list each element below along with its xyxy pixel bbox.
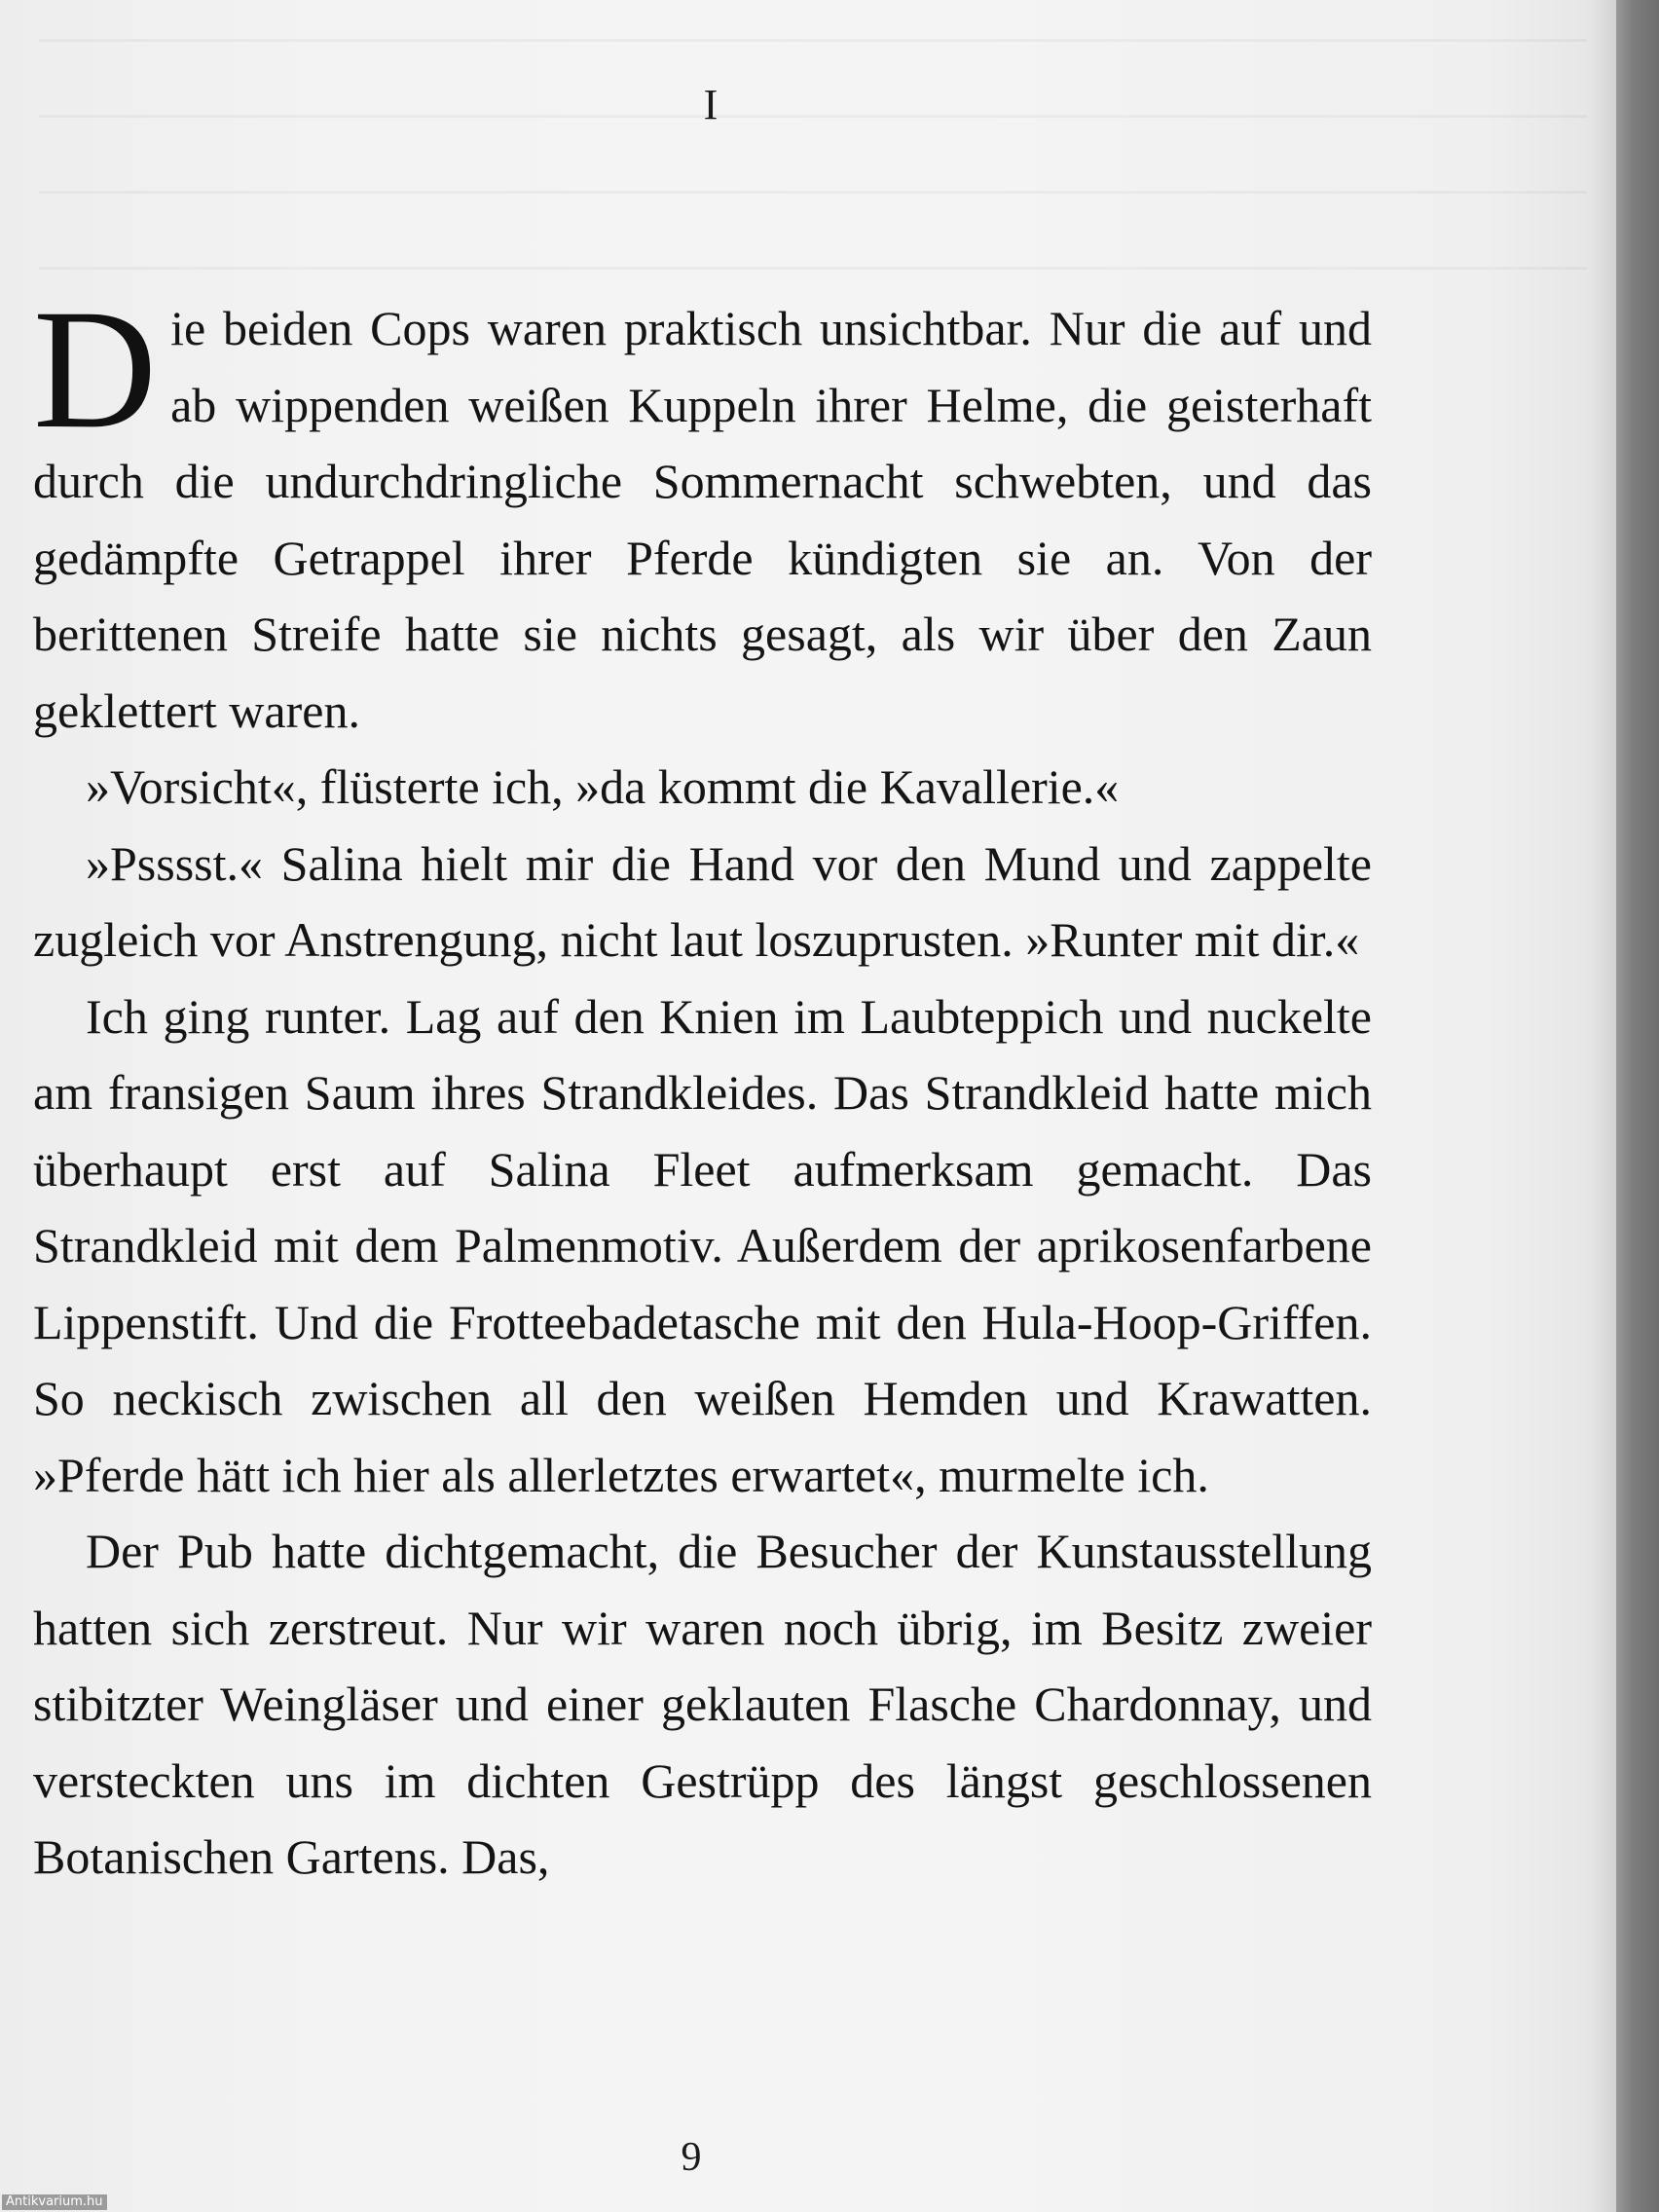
paragraph-4: Ich ging runter. Lag auf den Knien im Laubteppich und nuckelte am fransigen Saum ihres Strandkleides. Das Strandkleid hatte mich überhaupt erst auf Salina Fleet aufmerksam gemacht. Das Strandkleid mit dem Palmenmotiv. Außerdem der aprikosenfarbene Lippenstift. Und die Frotteebadetasche mit den Hula-Hoop-Griffen. So neckisch zwischen all den weißen Hemden und Krawatten. »Pferde hätt ich hier als allerletztes erwartet«, murmelte ich. — [33, 988, 1372, 1502]
book-edge — [1616, 0, 1659, 2212]
bleed-through-line — [39, 267, 1587, 270]
bleed-through-line — [39, 191, 1587, 194]
bleed-through-line — [39, 39, 1587, 42]
drop-cap: D — [33, 275, 158, 464]
body-text — [33, 275, 1372, 1896]
paragraph-5: Der Pub hatte dichtgemacht, die Besucher der Kunstausstellung hatten sich zerstreut. Nur wir waren noch übrig, im Besitz zweier stibitzter Weingläser und einer geklauten Flasche Chardonnay, und versteckten uns im dichten Gestrüpp des längst geschlossenen Botanischen Gartens. Das, — [33, 1524, 1372, 1884]
page-number: 9 — [681, 2135, 702, 2180]
paragraph-1-text: ie beiden Cops waren praktisch unsichtbar. Nur die auf und ab wippenden weißen Kuppeln ihrer Helme, die geisterhaft durch die undurchdringliche Sommernacht schwebten, und das gedämpfte Getrappel ihrer Pferde kündigten sie an. Von der berittenen Streife hatte sie nichts gesagt, als wir über den Zaun geklettert waren. — [33, 301, 1372, 738]
paragraph-3: »Psssst.« Salina hielt mir die Hand vor den Mund und zappelte zugleich vor Anstrengung, nicht laut loszuprusten. »Runter mit dir.« — [33, 835, 1372, 967]
paragraph-1 — [33, 275, 1372, 749]
page-curl-shadow — [1589, 0, 1616, 2212]
paragraph-2: »Vorsicht«, flüsterte ich, »da kommt die Kavallerie.« — [86, 759, 1120, 814]
watermark: Antikvarium.hu — [2, 2194, 107, 2210]
chapter-number: I — [703, 81, 719, 129]
